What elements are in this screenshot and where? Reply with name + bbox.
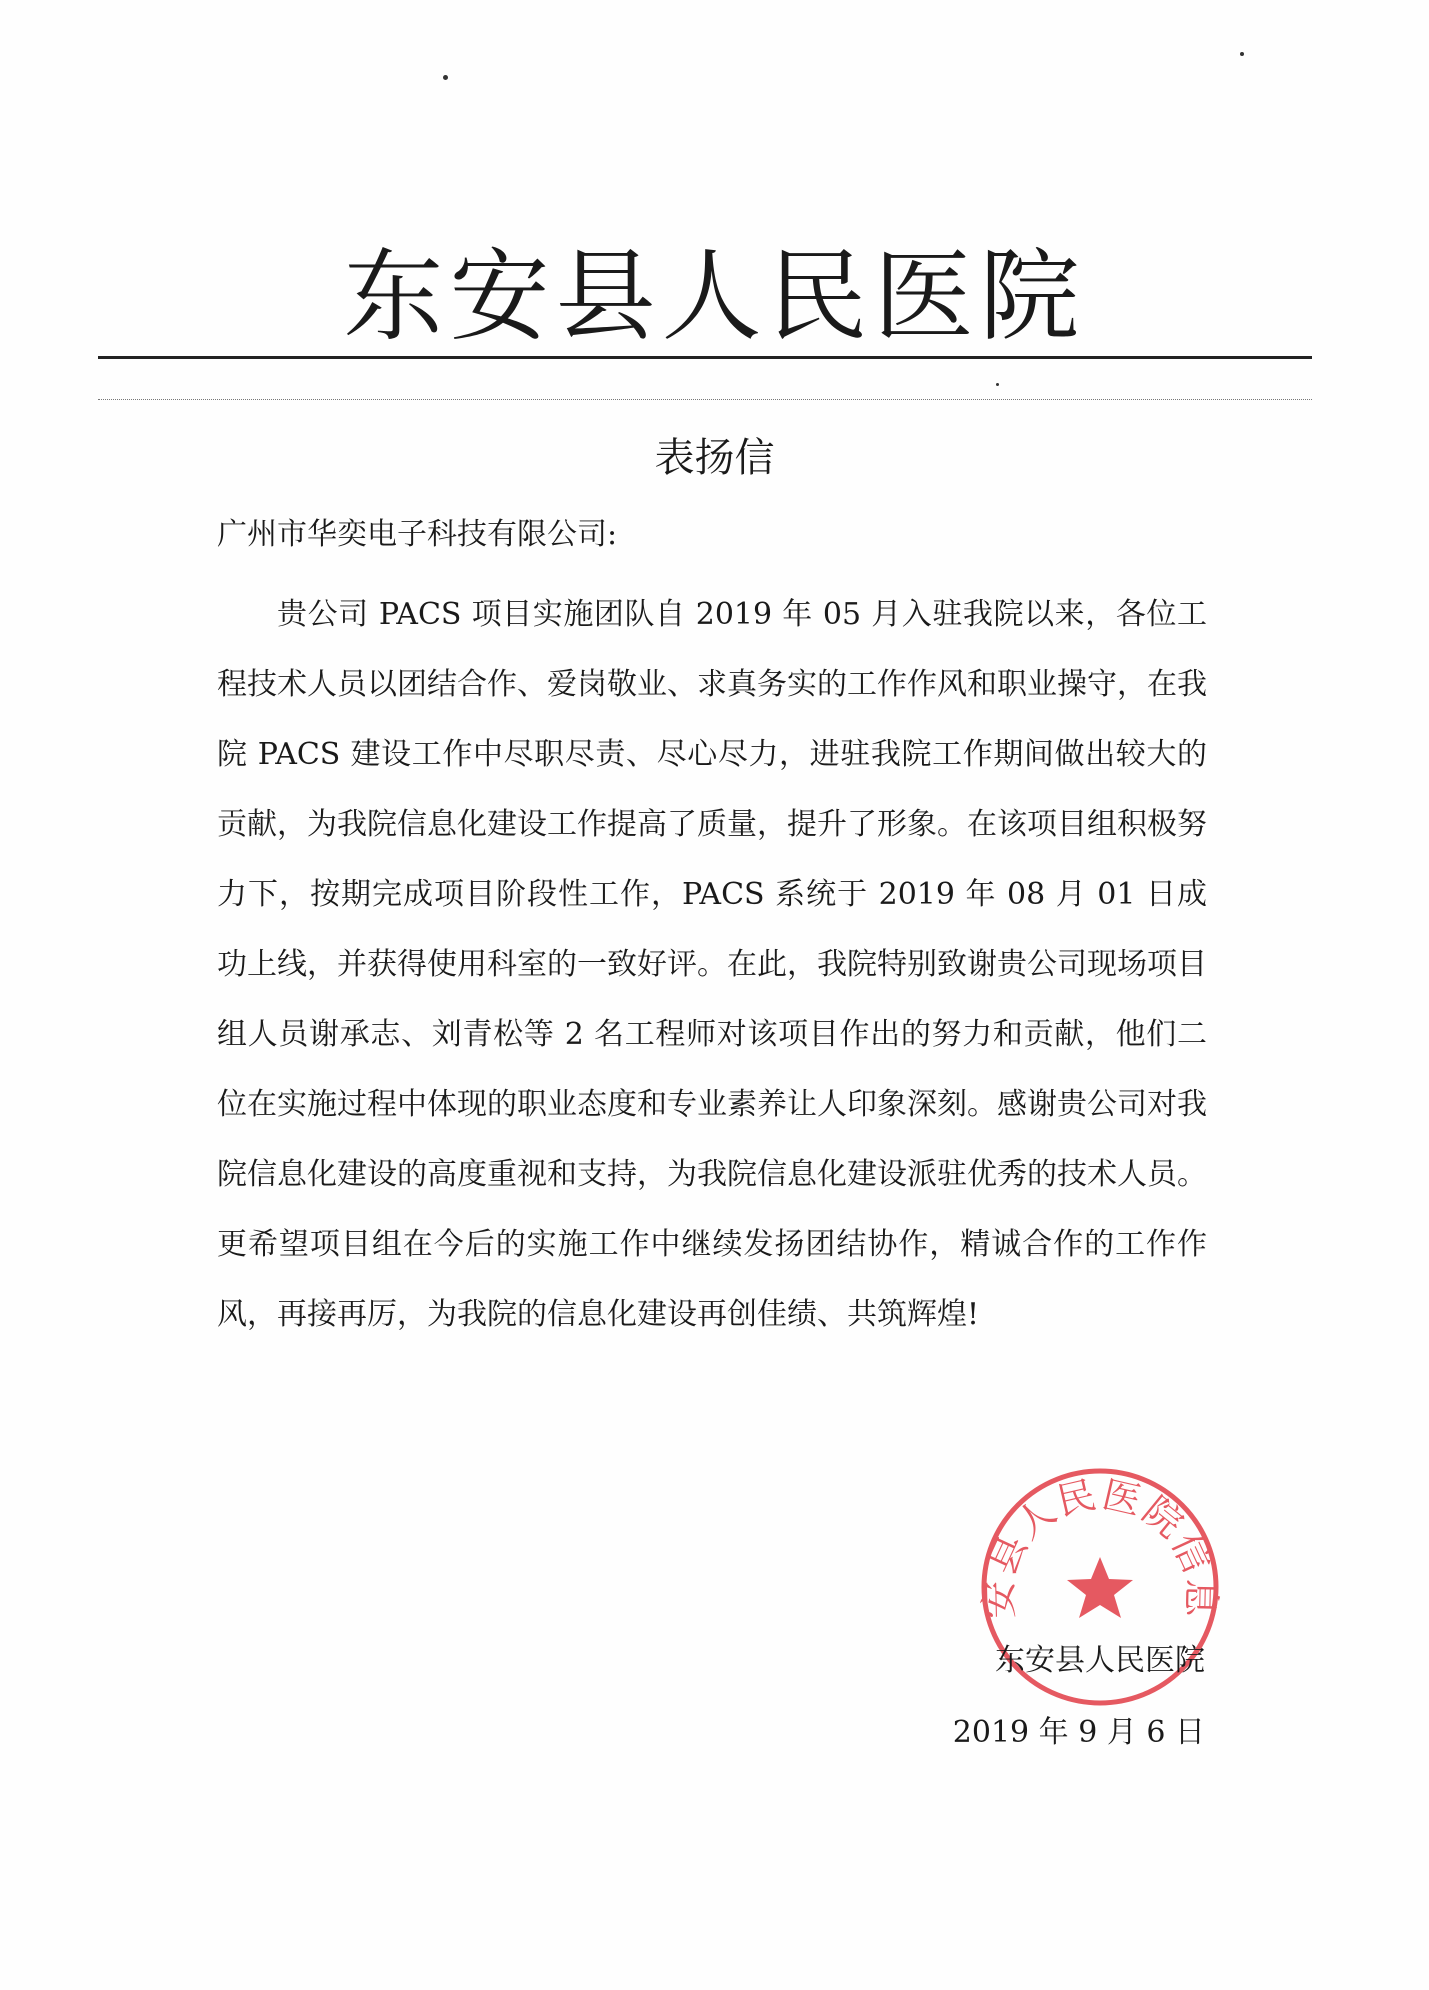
scan-speck (996, 383, 999, 386)
signature-date: 2019 年 9 月 6 日 (952, 1715, 1205, 1750)
seal-star-icon (1067, 1557, 1133, 1618)
letterhead-title: 东安县人民医院 (343, 238, 1086, 355)
seal-text: 安县人民医院信息 (978, 1472, 1222, 1620)
letter-title: 表扬信 (654, 435, 775, 481)
scan-speck (1240, 52, 1244, 56)
scan-speck (443, 75, 448, 80)
signature-block (953, 1625, 1205, 1769)
letterhead-divider (98, 356, 1312, 359)
letterhead-secondary-divider (98, 399, 1312, 400)
signature-organization: 东安县人民医院 (995, 1643, 1205, 1678)
letter-body: 贵公司 PACS 项目实施团队自 2019 年 05 月入驻我院以来，各位工程技术人员以团结合作、爱岗敬业、求真务实的工作作风和职业操守，在我院 PACS 建设工作中尽职尽责、尽心尽力，进驻我院工作期间做出较大的贡献，为我院信息化建设工作提高了质量，提升了形象。在该项目组积极努力下，按期完成项目阶段性工作，PACS 系统于 2019 年 08 月 01 日成功上线，并获得使用科室的一致好评。在此，我院特别致谢贵公司现场项目组人员谢承志、刘青松等 2 名工程师对该项目作出的努力和贡献，他们二位在实施过程中体现的职业态度和专业素养让人印象深刻。感谢贵公司对我院信息化建设的高度重视和支持，为我院信息化建设派驻优秀的技术人员。更希望项目组在今后的实施工作中继续发扬团结协作，精诚合作的工作作风，再接再厉，为我院的信息化建设再创佳绩、共筑辉煌! (217, 597, 1207, 1332)
recipient-line: 广州市华奕电子科技有限公司: (217, 517, 618, 552)
